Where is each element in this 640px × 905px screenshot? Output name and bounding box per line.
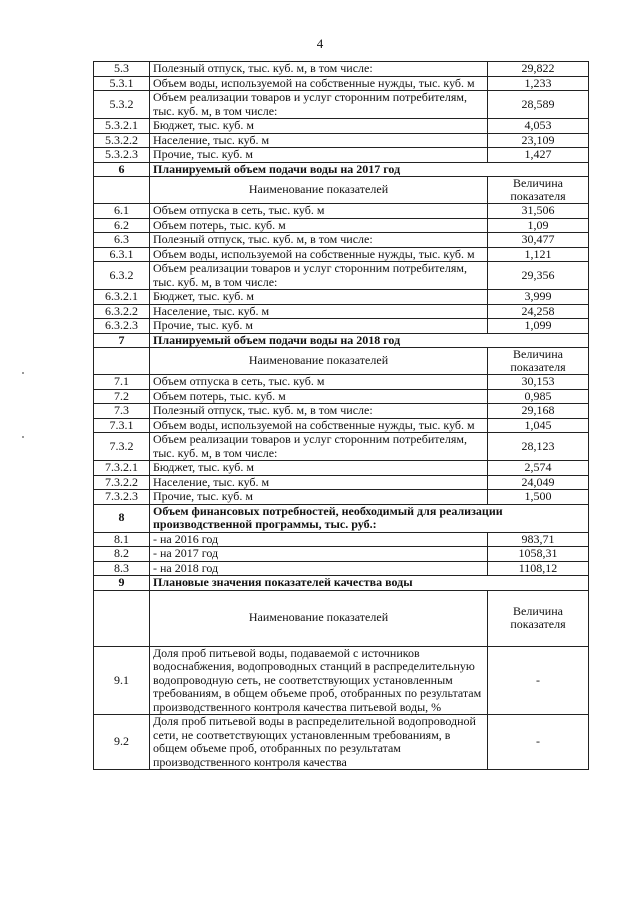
- row-name: Доля проб питьевой воды в распределительной водопроводной сети, не соответствующих установленным требованиям, в общем объеме проб, отобранных по результатам производственного контроля качества: [150, 715, 488, 770]
- column-header-row: [94, 590, 589, 646]
- row-name: Объем реализации товаров и услуг сторонним потребителям, тыс. куб. м, в том числе:: [150, 262, 488, 290]
- row-number: 7.3.2: [94, 433, 150, 461]
- row-number: 6.3.2: [94, 262, 150, 290]
- table-row: [94, 418, 589, 433]
- row-name: Объем воды, используемой на собственные нужды, тыс. куб. м: [150, 418, 488, 433]
- row-name: Бюджет, тыс. куб. м: [150, 290, 488, 305]
- row-name: Бюджет, тыс. куб. м: [150, 461, 488, 476]
- row-number: 6.3.2.2: [94, 304, 150, 319]
- section-number: 6: [94, 162, 150, 177]
- row-value: 24,049: [488, 475, 589, 490]
- column-header-row: [94, 177, 589, 204]
- row-value: 983,71: [488, 532, 589, 547]
- row-name: Объем реализации товаров и услуг сторонним потребителям, тыс. куб. м, в том числе:: [150, 91, 488, 119]
- section-number: 7: [94, 333, 150, 348]
- row-number: 5.3.2.3: [94, 148, 150, 163]
- section-title: Плановые значения показателей качества воды: [150, 576, 589, 591]
- row-number: 7.1: [94, 375, 150, 390]
- table-row: [94, 76, 589, 91]
- row-number: 6.3.2.1: [94, 290, 150, 305]
- table-row: [94, 119, 589, 134]
- section-title: Планируемый объем подачи воды на 2018 год: [150, 333, 589, 348]
- table-row: [94, 646, 589, 715]
- section-title: Планируемый объем подачи воды на 2017 год: [150, 162, 589, 177]
- row-name: Население, тыс. куб. м: [150, 475, 488, 490]
- row-value: 29,822: [488, 62, 589, 77]
- table-row: [94, 319, 589, 334]
- row-number: 6.3.2.3: [94, 319, 150, 334]
- row-value: 29,168: [488, 404, 589, 419]
- row-number: 5.3.2: [94, 91, 150, 119]
- row-name: Объем потерь, тыс. куб. м: [150, 218, 488, 233]
- row-value: -: [488, 715, 589, 770]
- row-number: 8.2: [94, 547, 150, 562]
- table-row: [94, 262, 589, 290]
- row-name: Полезный отпуск, тыс. куб. м, в том числе:: [150, 62, 488, 77]
- row-number: 5.3.2.1: [94, 119, 150, 134]
- table-row: [94, 389, 589, 404]
- row-name: Прочие, тыс. куб. м: [150, 148, 488, 163]
- row-value: 2,574: [488, 461, 589, 476]
- section-number: 9: [94, 576, 150, 591]
- table-row: [94, 290, 589, 305]
- row-number: 6.2: [94, 218, 150, 233]
- table-row: [94, 404, 589, 419]
- page-number: 4: [316, 36, 324, 51]
- section-number: 8: [94, 504, 150, 532]
- table-row: [94, 218, 589, 233]
- row-name: Население, тыс. куб. м: [150, 304, 488, 319]
- table-row: [94, 62, 589, 77]
- row-name: Объем потерь, тыс. куб. м: [150, 389, 488, 404]
- row-name: Объем воды, используемой на собственные нужды, тыс. куб. м: [150, 247, 488, 262]
- row-value: 1,099: [488, 319, 589, 334]
- row-value: 29,356: [488, 262, 589, 290]
- row-number: 7.2: [94, 389, 150, 404]
- row-name: - на 2016 год: [150, 532, 488, 547]
- row-number: 6.1: [94, 204, 150, 219]
- table-row: [94, 715, 589, 770]
- table-row: [94, 304, 589, 319]
- row-number: 7.3.2.3: [94, 490, 150, 505]
- table-row: [94, 204, 589, 219]
- row-number: 6.3.1: [94, 247, 150, 262]
- row-name: Объем отпуска в сеть, тыс. куб. м: [150, 375, 488, 390]
- row-number: 5.3.2.2: [94, 133, 150, 148]
- row-name: Население, тыс. куб. м: [150, 133, 488, 148]
- section-title: Объем финансовых потребностей, необходимый для реализации производственной программы, тыс. руб.:: [150, 504, 589, 532]
- section-row: [94, 162, 589, 177]
- row-number: 5.3.1: [94, 76, 150, 91]
- scan-mark: [22, 372, 24, 374]
- table-row: [94, 561, 589, 576]
- row-number: 7.3.2.1: [94, 461, 150, 476]
- table-row: [94, 91, 589, 119]
- table-row: [94, 547, 589, 562]
- row-value: 1,045: [488, 418, 589, 433]
- indicators-table-body: [94, 62, 589, 770]
- column-header-value: Величина показателя: [488, 348, 589, 375]
- header-number-cell: [94, 348, 150, 375]
- column-header-value: Величина показателя: [488, 177, 589, 204]
- column-header-row: [94, 348, 589, 375]
- row-value: 1,121: [488, 247, 589, 262]
- row-value: 1058,31: [488, 547, 589, 562]
- row-name: Полезный отпуск, тыс. куб. м, в том числе:: [150, 404, 488, 419]
- row-value: 30,153: [488, 375, 589, 390]
- column-header-value: Величина показателя: [488, 590, 589, 646]
- row-value: 1,233: [488, 76, 589, 91]
- row-number: 8.3: [94, 561, 150, 576]
- row-value: 0,985: [488, 389, 589, 404]
- row-value: 31,506: [488, 204, 589, 219]
- table-row: [94, 461, 589, 476]
- row-value: 1,427: [488, 148, 589, 163]
- row-number: 6.3: [94, 233, 150, 248]
- table-row: [94, 475, 589, 490]
- row-name: Полезный отпуск, тыс. куб. м, в том числе:: [150, 233, 488, 248]
- row-value: 3,999: [488, 290, 589, 305]
- indicators-table: [93, 61, 589, 770]
- row-value: 4,053: [488, 119, 589, 134]
- table-row: [94, 532, 589, 547]
- row-name: - на 2017 год: [150, 547, 488, 562]
- table-row: [94, 233, 589, 248]
- header-number-cell: [94, 177, 150, 204]
- row-value: 1,500: [488, 490, 589, 505]
- row-value: 24,258: [488, 304, 589, 319]
- table-row: [94, 247, 589, 262]
- row-name: Доля проб питьевой воды, подаваемой с источников водоснабжения, водопроводных станций в распределительную водопроводную сеть, не соответствующих установленным требованиям, в общем объеме проб, отобранных по результатам производственного контроля качества питьевой воды, %: [150, 646, 488, 715]
- table-row: [94, 433, 589, 461]
- column-header-name: Наименование показателей: [150, 590, 488, 646]
- column-header-name: Наименование показателей: [150, 177, 488, 204]
- row-value: -: [488, 646, 589, 715]
- row-value: 28,589: [488, 91, 589, 119]
- row-number: 7.3.2.2: [94, 475, 150, 490]
- row-name: - на 2018 год: [150, 561, 488, 576]
- row-name: Бюджет, тыс. куб. м: [150, 119, 488, 134]
- row-number: 9.1: [94, 646, 150, 715]
- row-value: 30,477: [488, 233, 589, 248]
- row-name: Объем воды, используемой на собственные нужды, тыс. куб. м: [150, 76, 488, 91]
- section-row: [94, 333, 589, 348]
- table-row: [94, 490, 589, 505]
- row-value: 1,09: [488, 218, 589, 233]
- scan-mark: [22, 436, 24, 438]
- column-header-name: Наименование показателей: [150, 348, 488, 375]
- row-number: 5.3: [94, 62, 150, 77]
- row-number: 7.3.1: [94, 418, 150, 433]
- row-name: Прочие, тыс. куб. м: [150, 319, 488, 334]
- section-row: [94, 504, 589, 532]
- row-number: 8.1: [94, 532, 150, 547]
- row-name: Объем отпуска в сеть, тыс. куб. м: [150, 204, 488, 219]
- row-name: Объем реализации товаров и услуг сторонним потребителям, тыс. куб. м, в том числе:: [150, 433, 488, 461]
- row-value: 1108,12: [488, 561, 589, 576]
- table-row: [94, 148, 589, 163]
- table-row: [94, 375, 589, 390]
- row-number: 7.3: [94, 404, 150, 419]
- table-row: [94, 133, 589, 148]
- section-row: [94, 576, 589, 591]
- header-number-cell: [94, 590, 150, 646]
- row-name: Прочие, тыс. куб. м: [150, 490, 488, 505]
- row-number: 9.2: [94, 715, 150, 770]
- row-value: 28,123: [488, 433, 589, 461]
- row-value: 23,109: [488, 133, 589, 148]
